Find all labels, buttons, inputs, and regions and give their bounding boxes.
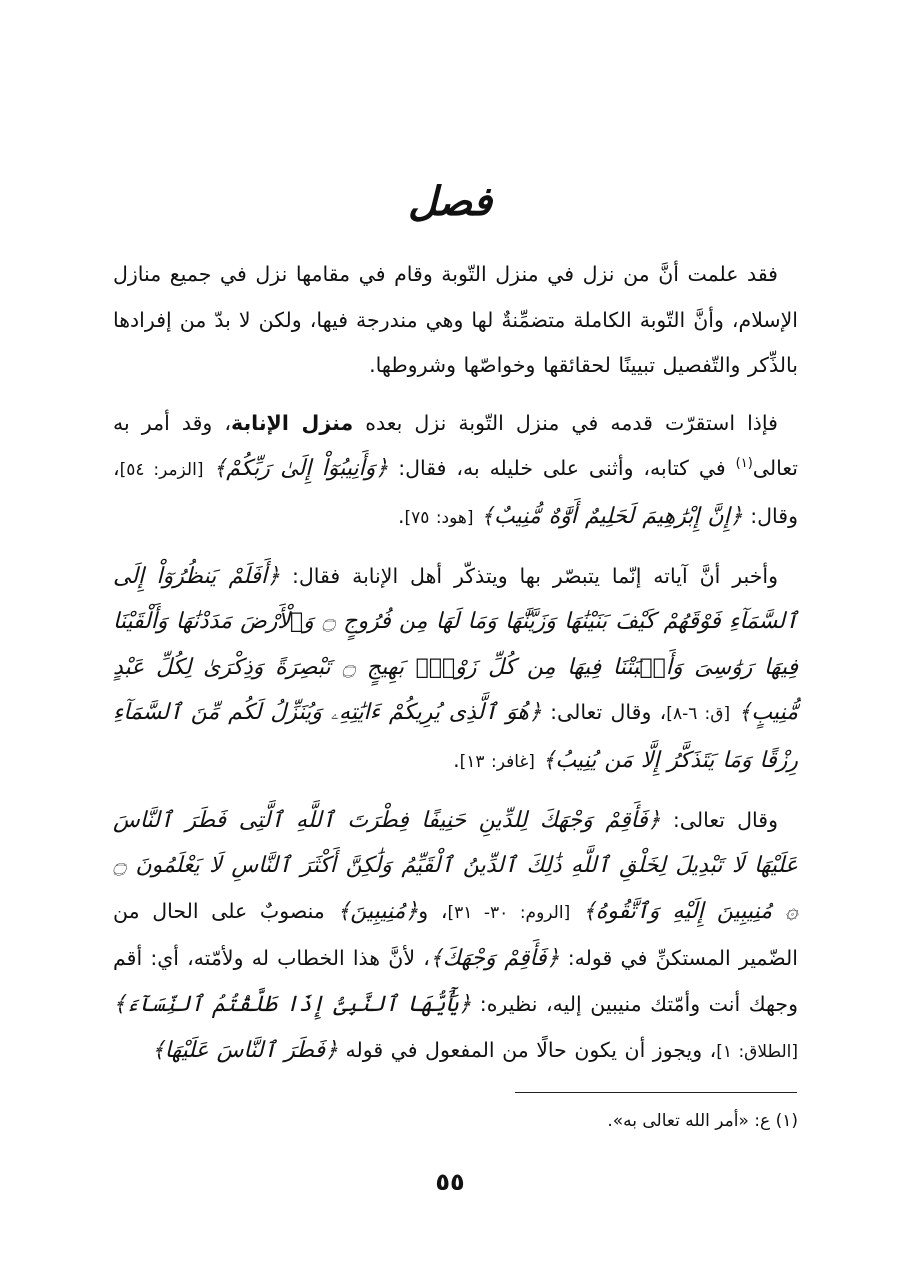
verse-reference: [الزمر: ٥٤]	[119, 460, 204, 481]
text-run: .	[453, 747, 460, 772]
text-run: ، ويجوز أن يكون حالًا من المفعول في قوله	[338, 1037, 717, 1062]
text-run: ، وقال تعالى:	[541, 700, 667, 725]
text-run: ، وقد أمر به تعالى	[113, 410, 798, 481]
paragraph-4	[113, 798, 798, 1076]
quran-verse: ﴿فَأَقِمْ وَجْهَكَ لِلدِّينِ حَنِيفًا فِطْرَتَ ٱللَّهِ ٱلَّتِى فَطَرَ ٱلنَّاسَ عَلَيْهَا لَا تَبْدِيلَ لِخَلْقِ ٱللَّهِ ذَٰلِكَ ٱلدِّينُ ٱلْقَيِّمُ وَلَٰكِنَّ أَكْثَرَ ٱلنَّاسِ لَا يَعْلَمُونَ ۝ ۞ مُنِيبِينَ إِلَيْهِ وَٱتَّقُوهُ﴾	[113, 807, 798, 924]
quran-verse: ﴿إِنَّ إِبْرَٰهِيمَ لَحَلِيمٌ أَوَّٰهٌ مُّنِيبٌ﴾	[481, 503, 743, 529]
footnote-text: ع: «أمر الله تعالى به».	[607, 1111, 771, 1131]
verse-reference: [غافر: ١٣]	[459, 751, 535, 772]
text-run: ، وقال:	[113, 456, 798, 528]
quran-verse: ﴿فَأَقِمْ وَجْهَكَ﴾	[429, 946, 560, 972]
quran-verse: ﴿هُوَ ٱلَّذِى يُرِيكُمْ ءَايَٰتِهِۦ وَيُنَزِّلُ لَكُم مِّنَ ٱلسَّمَآءِ رِزْقًا وَمَا يَتَذَكَّرُ إِلَّا مَن يُنِيبُ﴾	[113, 700, 798, 773]
page-number: ٥٥	[435, 1168, 465, 1196]
verse-reference: [هود: ٧٥]	[404, 507, 474, 528]
verse-reference: [الروم: ٣٠- ٣١]	[447, 902, 571, 923]
text-run: .	[397, 503, 405, 528]
section-heading: فصل	[407, 178, 493, 225]
text-run: فإذا استقرّت قدمه في منزل التّوبة نزل بعده	[365, 410, 778, 435]
text-run: ، و	[418, 898, 448, 923]
text-run: منصوبٌ على الحال من الضّمير المستكنِّ في قوله:	[113, 898, 798, 971]
bold-term: منزل الإنابة	[231, 410, 354, 435]
body-text	[113, 252, 798, 1075]
footnote-number: (١)	[775, 1111, 798, 1131]
paragraph-2	[113, 401, 798, 542]
quran-verse: ﴿وَأَنِيبُوٓاْ إِلَىٰ رَبِّكُمْ﴾	[213, 456, 389, 482]
quran-verse: ﴿مُنِيبِينَ﴾	[337, 898, 419, 924]
quran-verse: ﴿أَفَلَمْ يَنظُرُوٓاْ إِلَى ٱلسَّمَآءِ فَوْقَهُمْ كَيْفَ بَنَيْنَٰهَا وَزَيَّنَّٰهَا وَمَا لَهَا مِن فُرُوجٍ ۝ وَٱلْأَرْضَ مَدَدْنَٰهَا وَأَلْقَيْنَا فِيهَا رَوَٰسِىَ وَأَنۢبَتْنَا فِيهَا مِن كُلِّ زَوْجٍۭ بَهِيجٍ ۝ تَبْصِرَةً وَذِكْرَىٰ لِكُلِّ عَبْدٍ مُّنِيبٍ﴾	[113, 563, 798, 726]
text-run: وقال تعالى:	[660, 807, 778, 832]
paragraph-3	[113, 554, 798, 786]
footnote-marker[interactable]: (١)	[735, 456, 753, 472]
quran-verse: ﴿يَٰٓأَيُّهَا ٱلنَّبِىُّ إِذَا طَلَّقْتُمُ ٱلنِّسَآءَ﴾	[113, 991, 472, 1017]
paragraph-1: فقد علمت أنَّ من نزل في منزل التّوبة وقام في مقامها نزل في جميع منازل الإسلام، وأنَّ التّوبة الكاملة متضمِّنةٌ لها وهي مندرجة فيها، ولكن لا بدّ من إفرادها بالذِّكر والتّفصيل تبيينًا لحقائقها وخواصّها وشروطها.	[113, 262, 798, 378]
text-run: ، لأنَّ هذا الخطاب له ولأمّته، أي: أقم وجهك أنت وأمّتك منيبين إليه، نظيره:	[113, 946, 798, 1016]
verse-reference: [ق: ٦-٨]	[666, 704, 731, 725]
verse-reference: [الطلاق: ١]	[716, 1041, 798, 1062]
text-run: وأخبر أنَّ آياته إنّما يتبصّر بها ويتذكّر أهل الإنابة فقال:	[280, 563, 778, 588]
text-run: في كتابه، وأثنى على خليله به، فقال:	[388, 456, 736, 481]
footnote	[113, 1106, 798, 1136]
quran-verse: ﴿فَطَرَ ٱلنَّاسَ عَلَيْهَا﴾	[151, 1037, 338, 1063]
footnote-divider	[515, 1092, 797, 1093]
